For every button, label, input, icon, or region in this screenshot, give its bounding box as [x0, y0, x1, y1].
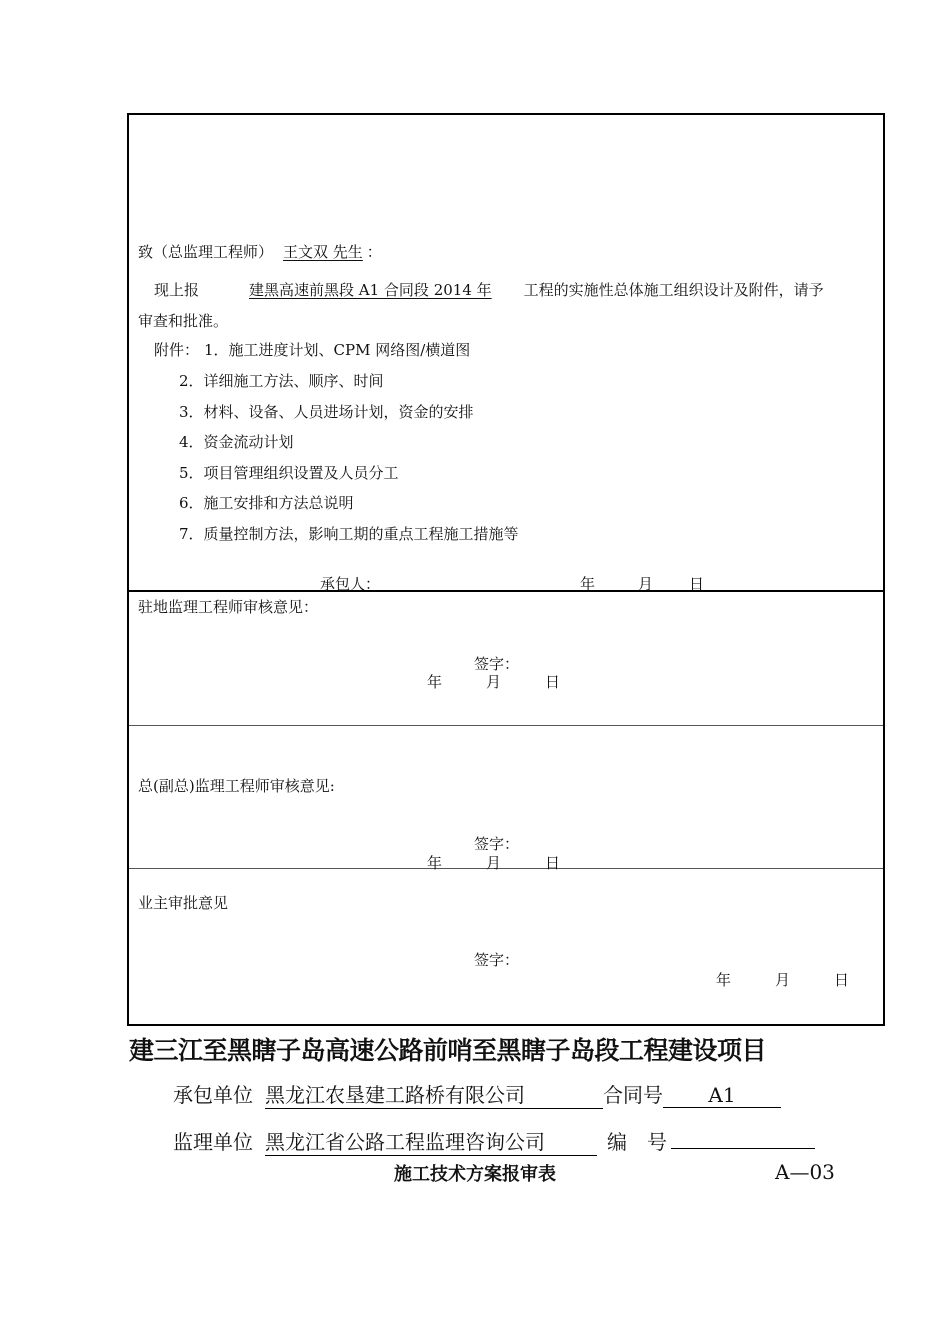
report-line	[154, 279, 824, 300]
date-day: 日	[834, 971, 850, 989]
section-divider-3	[129, 868, 883, 869]
report-suffix: 工程的实施性总体施工组织设计及附件，请予	[523, 281, 824, 299]
serial-no-value	[671, 1126, 815, 1149]
contractor-unit-value: 黑龙江农垦建工路桥有限公司	[265, 1079, 603, 1109]
date-month: 月	[775, 971, 791, 989]
date-day: 日	[545, 673, 561, 691]
supervisor-unit-value: 黑龙江省公路工程监理咨询公司	[265, 1126, 597, 1156]
resident-review-label: 驻地监理工程师审核意见：	[138, 598, 319, 616]
attachment-item: 5．项目管理组织设置及人员分工	[179, 464, 399, 482]
addressee-name: 王文双 先生	[283, 243, 363, 261]
contract-no-value: A1	[663, 1083, 781, 1108]
addressee-colon: ：	[366, 243, 382, 261]
attachment-item: 3．材料、设备、人员进场计划，资金的安排	[179, 403, 474, 421]
owner-review-label: 业主审批意见	[138, 894, 229, 912]
date-month: 月	[486, 673, 502, 691]
section-divider-2	[129, 725, 883, 726]
form-title: 施工技术方案报审表	[394, 1164, 556, 1185]
approval-form-table	[127, 113, 885, 1026]
report-prefix: 现上报	[154, 281, 200, 299]
contractor-label: 承包人：	[320, 575, 381, 593]
attachment-item: 2．详细施工方法、顺序、时间	[179, 372, 384, 390]
attachments-label: 附件：	[154, 341, 200, 359]
chief-review-label: 总(副总)监理工程师审核意见:	[138, 777, 335, 795]
date-year: 年	[580, 575, 596, 593]
date-month: 月	[486, 854, 502, 872]
signature-label: 签字：	[474, 835, 520, 853]
date-year: 年	[427, 673, 443, 691]
section-divider-1	[129, 590, 883, 592]
date-year: 年	[427, 854, 443, 872]
date-month: 月	[638, 575, 654, 593]
date-day: 日	[689, 575, 705, 593]
contractor-unit-row	[173, 1079, 781, 1109]
project-title: 建三江至黑瞎子岛高速公路前哨至黑瞎子岛段工程建设项目	[129, 1036, 767, 1065]
date-day: 日	[545, 854, 561, 872]
contract-no-label: 合同号	[603, 1083, 663, 1107]
attachment-item: 7．质量控制方法，影响工期的重点工程施工措施等	[179, 525, 519, 543]
signature-label: 签字：	[474, 655, 520, 673]
report-line-2: 审查和批准。	[138, 312, 229, 330]
supervisor-unit-label: 监理单位	[173, 1130, 253, 1154]
report-project: 建黑高速前黑段 A1 合同段 2014 年	[249, 281, 492, 299]
supervisor-unit-row	[173, 1126, 815, 1156]
addressee-label: 致（总监理工程师）	[138, 243, 274, 261]
attachment-item: 1．施工进度计划、CPM 网络图/横道图	[204, 341, 471, 359]
signature-label: 签字：	[474, 951, 520, 969]
attachment-item: 4．资金流动计划	[179, 433, 294, 451]
addressee-line	[138, 241, 382, 262]
form-code: A—03	[775, 1160, 835, 1184]
serial-no-label: 编 号	[607, 1130, 667, 1154]
contractor-unit-label: 承包单位	[173, 1083, 253, 1107]
date-year: 年	[716, 971, 732, 989]
attachment-item: 6．施工安排和方法总说明	[179, 494, 354, 512]
